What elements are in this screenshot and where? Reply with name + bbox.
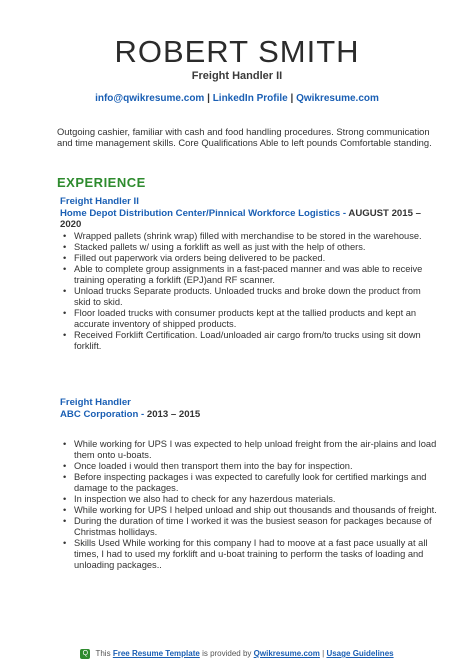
bullet-item: • Filled out paperwork via orders being delivered to be packed. [60,253,438,264]
bullet-item: • Received Forklift Certification. Load/unloaded air cargo from/to trucks using sit down forklift. [60,330,438,352]
qwikresume-logo-icon: Q [80,649,90,659]
job-dates: 2013 – 2015 [146,408,201,420]
candidate-name: ROBERT SMITH [114,34,360,69]
website-link[interactable]: Qwikresume.com [296,93,379,104]
spacer [60,420,438,439]
job-company [60,409,438,421]
job-title: Freight Handler [60,397,131,408]
job-entry [60,196,438,352]
linkedin-link[interactable]: LinkedIn Profile [212,93,288,104]
bullet-item: • While working for UPS I helped unload and ship out thousands and thousands of freight. [60,505,438,516]
bullet-item: • Able to complete group assignments in a fast-paced manner and was able to receive training operating a forklift (EPJ)and RF scanner. [60,264,438,286]
free-template-link[interactable]: Free Resume Template [112,649,200,659]
footer-separator: | [322,649,325,659]
bullet-item: • While working for UPS I was expected to help unload freight from the air-plains and load them onto u-boats. [60,439,438,461]
job-entry [60,397,438,571]
footer-prefix: This [95,649,111,659]
job-bullets [60,439,438,571]
qwikresume-link[interactable]: Qwikresume.com [253,649,320,659]
job-company [60,208,438,231]
job-title: Freight Handler II [60,196,139,207]
candidate-title: Freight Handler II [191,70,283,82]
bullet-item: • Wrapped pallets (shrink wrap) filled with merchandise to be stored in the warehouse. [60,231,438,242]
usage-guidelines-link[interactable]: Usage Guidelines [326,649,394,659]
bullet-item: • Stacked pallets w/ using a forklift as well as just with the help of others. [60,242,438,253]
footer-middle: is provided by [202,649,252,659]
job-bullets [60,231,438,352]
email-link[interactable]: info@qwikresume.com [95,93,205,104]
company-name: ABC Corporation - [60,408,145,420]
contact-line [0,93,474,104]
experience-heading: EXPERIENCE [57,175,146,190]
job-dates: AUGUST 2015 – 2020 [60,207,421,230]
bullet-item: • In inspection we also had to check for any hazerdous materials. [60,494,438,505]
bullet-item: • Once loaded i would then transport them into the bay for inspection. [60,461,438,472]
summary-text: Outgoing cashier, familiar with cash and food handling procedures. Strong communication and time management skills. Core Qualifications Able to left pounds Comfortable standing. [57,126,432,148]
contact-separator: | [290,93,294,104]
bullet-item: • During the duration of time I worked it was the busiest season for packages because of Christmas hollidays. [60,516,438,538]
footer [0,649,474,659]
bullet-item: • Skills Used While working for this company I had to moove at a fast pace usually at all times, I had to used my forklift and u-boat training to perform the tasks of loading and unloading packages.. [60,538,438,571]
contact-separator: | [207,93,210,104]
bullet-item: • Unload trucks Separate products. Unloaded trucks and broke down the product from skid to skid. [60,286,438,308]
bullet-item: • Floor loaded trucks with consumer products kept at the tallied products and kept an accurate inventory of shipped products. [60,308,438,330]
bullet-item: • Before inspecting packages i was expected to carefully look for certified markings and damage to the packages. [60,472,438,494]
company-name: Home Depot Distribution Center/Pinnical Workforce Logistics - [60,207,347,219]
